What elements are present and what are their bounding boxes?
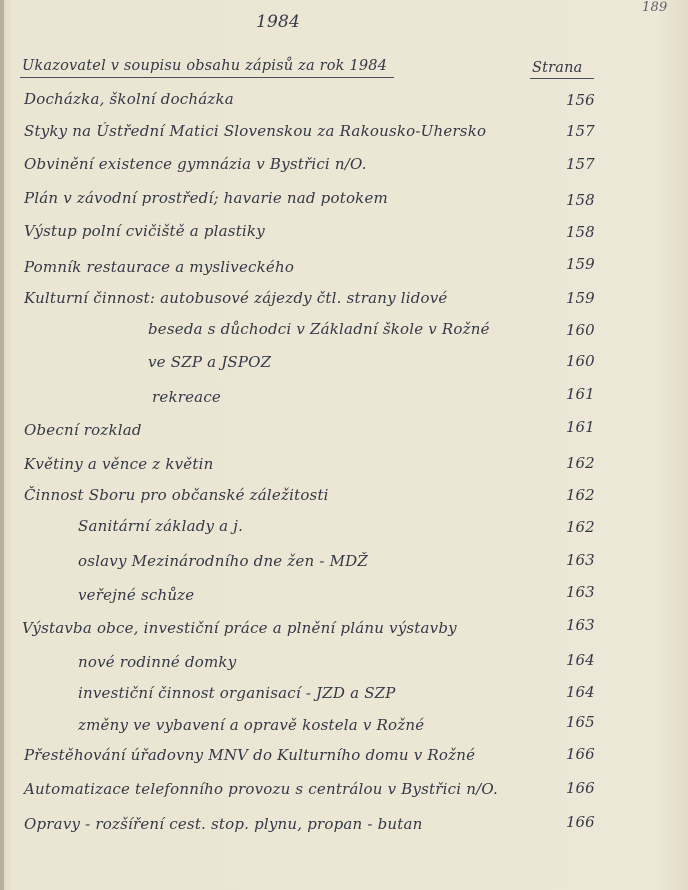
- entry-page: 164: [566, 651, 595, 669]
- entry-page: 159: [566, 289, 595, 307]
- page-column-label: Strana: [532, 60, 583, 76]
- entry-text: Kulturní činnost: autobusové zájezdy čtl. strany lidové: [24, 289, 448, 307]
- entry-text: Automatizace telefonního provozu s centrálou v Bystřici n/O.: [24, 780, 498, 798]
- entry-page: 163: [566, 616, 595, 634]
- entry-text: ve SZP a JSPOZ: [148, 353, 272, 371]
- entry-text: rekreace: [152, 388, 222, 406]
- entry-text: Docházka, školní docházka: [24, 90, 234, 108]
- entry-text: Styky na Ústřední Matici Slovenskou za Rakousko-Uhersko: [24, 122, 487, 140]
- entry-page: 162: [566, 486, 595, 504]
- entry-page: 161: [566, 385, 595, 403]
- entry-text: nové rodinné domky: [78, 653, 237, 671]
- entry-page: 166: [566, 813, 595, 831]
- entry-text: Činnost Sboru pro občanské záležitosti: [24, 486, 329, 504]
- entry-text: Obvinění existence gymnázia v Bystřici n/O.: [24, 155, 367, 173]
- entry-page: 157: [566, 122, 595, 140]
- year-heading: 1984: [256, 12, 301, 32]
- entry-page: 160: [566, 321, 595, 339]
- entry-page: 160: [566, 352, 595, 370]
- entry-text: Přestěhování úřadovny MNV do Kulturního domu v Rožné: [24, 746, 476, 764]
- entry-page: 164: [566, 683, 595, 701]
- entry-page: 158: [566, 223, 595, 241]
- entry-text: Plán v závodní prostředí; havarie nad potokem: [24, 189, 388, 207]
- entry-page: 162: [566, 518, 595, 536]
- entry-text: oslavy Mezinárodního dne žen - MDŽ: [78, 552, 369, 570]
- entry-text: investiční činnost organisací - JZD a SZP: [78, 684, 396, 702]
- entry-page: 159: [566, 255, 595, 273]
- entry-page: 166: [566, 779, 595, 797]
- entry-text: Opravy - rozšíření cest. stop. plynu, propan - butan: [24, 815, 423, 833]
- entry-page: 165: [566, 713, 595, 731]
- entry-page: 161: [566, 418, 595, 436]
- index-header: Ukazovatel v soupisu obsahu zápisů za rok 1984: [22, 58, 388, 74]
- entry-text: beseda s důchodci v Základní škole v Rožné: [148, 320, 490, 338]
- page-number: 189: [642, 0, 668, 15]
- entry-text: veřejné schůze: [78, 586, 195, 604]
- entry-page: 163: [566, 583, 595, 601]
- page-column-underline: [530, 78, 594, 79]
- entry-page: 158: [566, 191, 595, 209]
- entry-text: Květiny a věnce z květin: [24, 455, 214, 473]
- entry-text: Obecní rozklad: [24, 421, 142, 439]
- entry-page: 156: [566, 91, 595, 109]
- entry-page: 157: [566, 155, 595, 173]
- entry-page: 163: [566, 551, 595, 569]
- entry-page: 162: [566, 454, 595, 472]
- header-underline: [20, 77, 394, 78]
- entry-page: 166: [566, 745, 595, 763]
- page-binding-edge: [0, 0, 4, 890]
- entry-text: Výstup polní cvičiště a plastiky: [24, 222, 265, 240]
- entry-text: Pomník restaurace a mysliveckého: [24, 258, 295, 276]
- entry-text: Sanitární základy a j.: [78, 517, 244, 535]
- entry-text: Výstavba obce, investiční práce a plnění plánu výstavby: [22, 619, 457, 637]
- entry-text: změny ve vybavení a opravě kostela v Rožné: [78, 716, 425, 734]
